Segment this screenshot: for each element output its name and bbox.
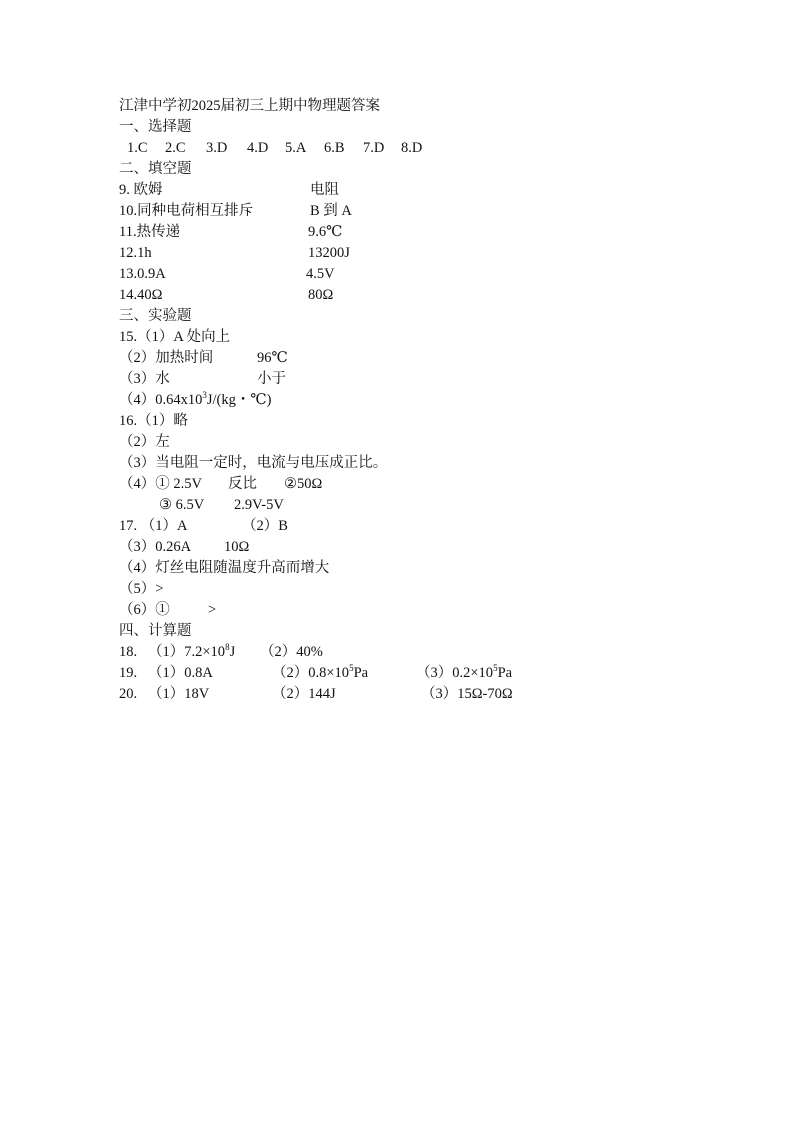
- choice-answer: 5.A: [285, 140, 307, 156]
- q16-line: （2）左: [119, 434, 170, 450]
- fill-answer-left: 12.1h: [119, 245, 152, 261]
- choice-answer: 2.C: [165, 140, 186, 156]
- fill-answer-right: 13200J: [308, 245, 350, 261]
- fill-answer-right: 9.6℃: [308, 224, 343, 240]
- fill-answer-left: 11.热传递: [119, 224, 181, 240]
- q16-line: （3）当电阻一定时，电流与电压成正比。: [119, 455, 388, 471]
- q15-part: 小于: [257, 371, 286, 387]
- q20-part: （3）15Ω-70Ω: [421, 686, 513, 702]
- section-heading-fill: 二、填空题: [119, 161, 192, 177]
- exponent: 5: [349, 663, 354, 674]
- q16-part: ③ 6.5V: [159, 497, 205, 513]
- choice-answer: 4.D: [247, 140, 269, 156]
- q16-part: ②50Ω: [284, 476, 323, 492]
- question-number: 19.: [119, 665, 138, 681]
- q17-part: >: [208, 602, 217, 618]
- fill-answer-left: 10.同种电荷相互排斥: [119, 203, 254, 219]
- q20-part: （2）144J: [272, 686, 336, 702]
- q18-part: （2）40%: [260, 644, 323, 660]
- q17-line: （5）>: [119, 581, 164, 597]
- q16-part: （4）① 2.5V: [119, 476, 202, 492]
- q15-part: J/(kg・℃): [206, 392, 272, 408]
- q20-part: （1）18V: [148, 686, 210, 702]
- section-heading-choice: 一、选择题: [119, 119, 192, 135]
- question-number: 20.: [119, 686, 138, 702]
- fill-answer-left: 13.0.9A: [119, 266, 166, 282]
- page-title: 江津中学初2025届初三上期中物理题答案: [119, 98, 380, 114]
- exponent: 3: [202, 390, 207, 401]
- section-heading-experiment: 三、实验题: [119, 308, 192, 324]
- fill-answer-right: 80Ω: [308, 287, 334, 303]
- q15-line: 15.（1）A 处向上: [119, 329, 231, 345]
- fill-answer-right: 电阻: [310, 182, 339, 198]
- q18-part: $(1)7.2\times 10^8J$: [148, 642, 236, 660]
- q17-part: （2）B: [242, 518, 288, 534]
- choice-answer: 3.D: [206, 140, 228, 156]
- q15-part: 96℃: [257, 350, 288, 366]
- q19-part: （1）0.8A: [148, 665, 213, 681]
- fill-answer-right: B 到 A: [310, 203, 352, 219]
- fill-answer-right: 4.5V: [306, 266, 335, 282]
- choice-answer: 1.C: [127, 140, 148, 156]
- exponent: 8: [225, 642, 230, 653]
- fill-answer-left: 14.40Ω: [119, 287, 163, 303]
- q17-part: （3）0.26A: [119, 539, 192, 555]
- q16-part: 反比: [228, 476, 257, 492]
- q16-part: 2.9V-5V: [234, 497, 284, 513]
- question-number: 18.: [119, 644, 138, 660]
- q17-part: 17. （1）A: [119, 518, 188, 534]
- q15-part: （3）水: [119, 371, 170, 387]
- q17-line: （4）灯丝电阻随温度升高而增大: [119, 560, 330, 576]
- q17-part: （6）①: [119, 602, 170, 618]
- choice-answer: 6.B: [324, 140, 345, 156]
- q16-line: 16.（1）略: [119, 413, 188, 429]
- q19-part: $(3)0.2\times 10^5Pa$: [416, 663, 513, 681]
- choice-answer: 8.D: [401, 140, 423, 156]
- q15-line: [119, 390, 271, 410]
- q15-part: （4）0.64x10: [119, 392, 203, 408]
- section-heading-calc: 四、计算题: [119, 623, 192, 639]
- choice-answer: 7.D: [363, 140, 385, 156]
- q17-part: 10Ω: [224, 539, 250, 555]
- fill-answer-left: 9. 欧姆: [119, 182, 163, 198]
- q15-part: （2）加热时间: [119, 350, 214, 366]
- q19-part: $(2)0.8\times 10^5Pa$: [272, 663, 369, 681]
- exponent: 5: [493, 663, 498, 674]
